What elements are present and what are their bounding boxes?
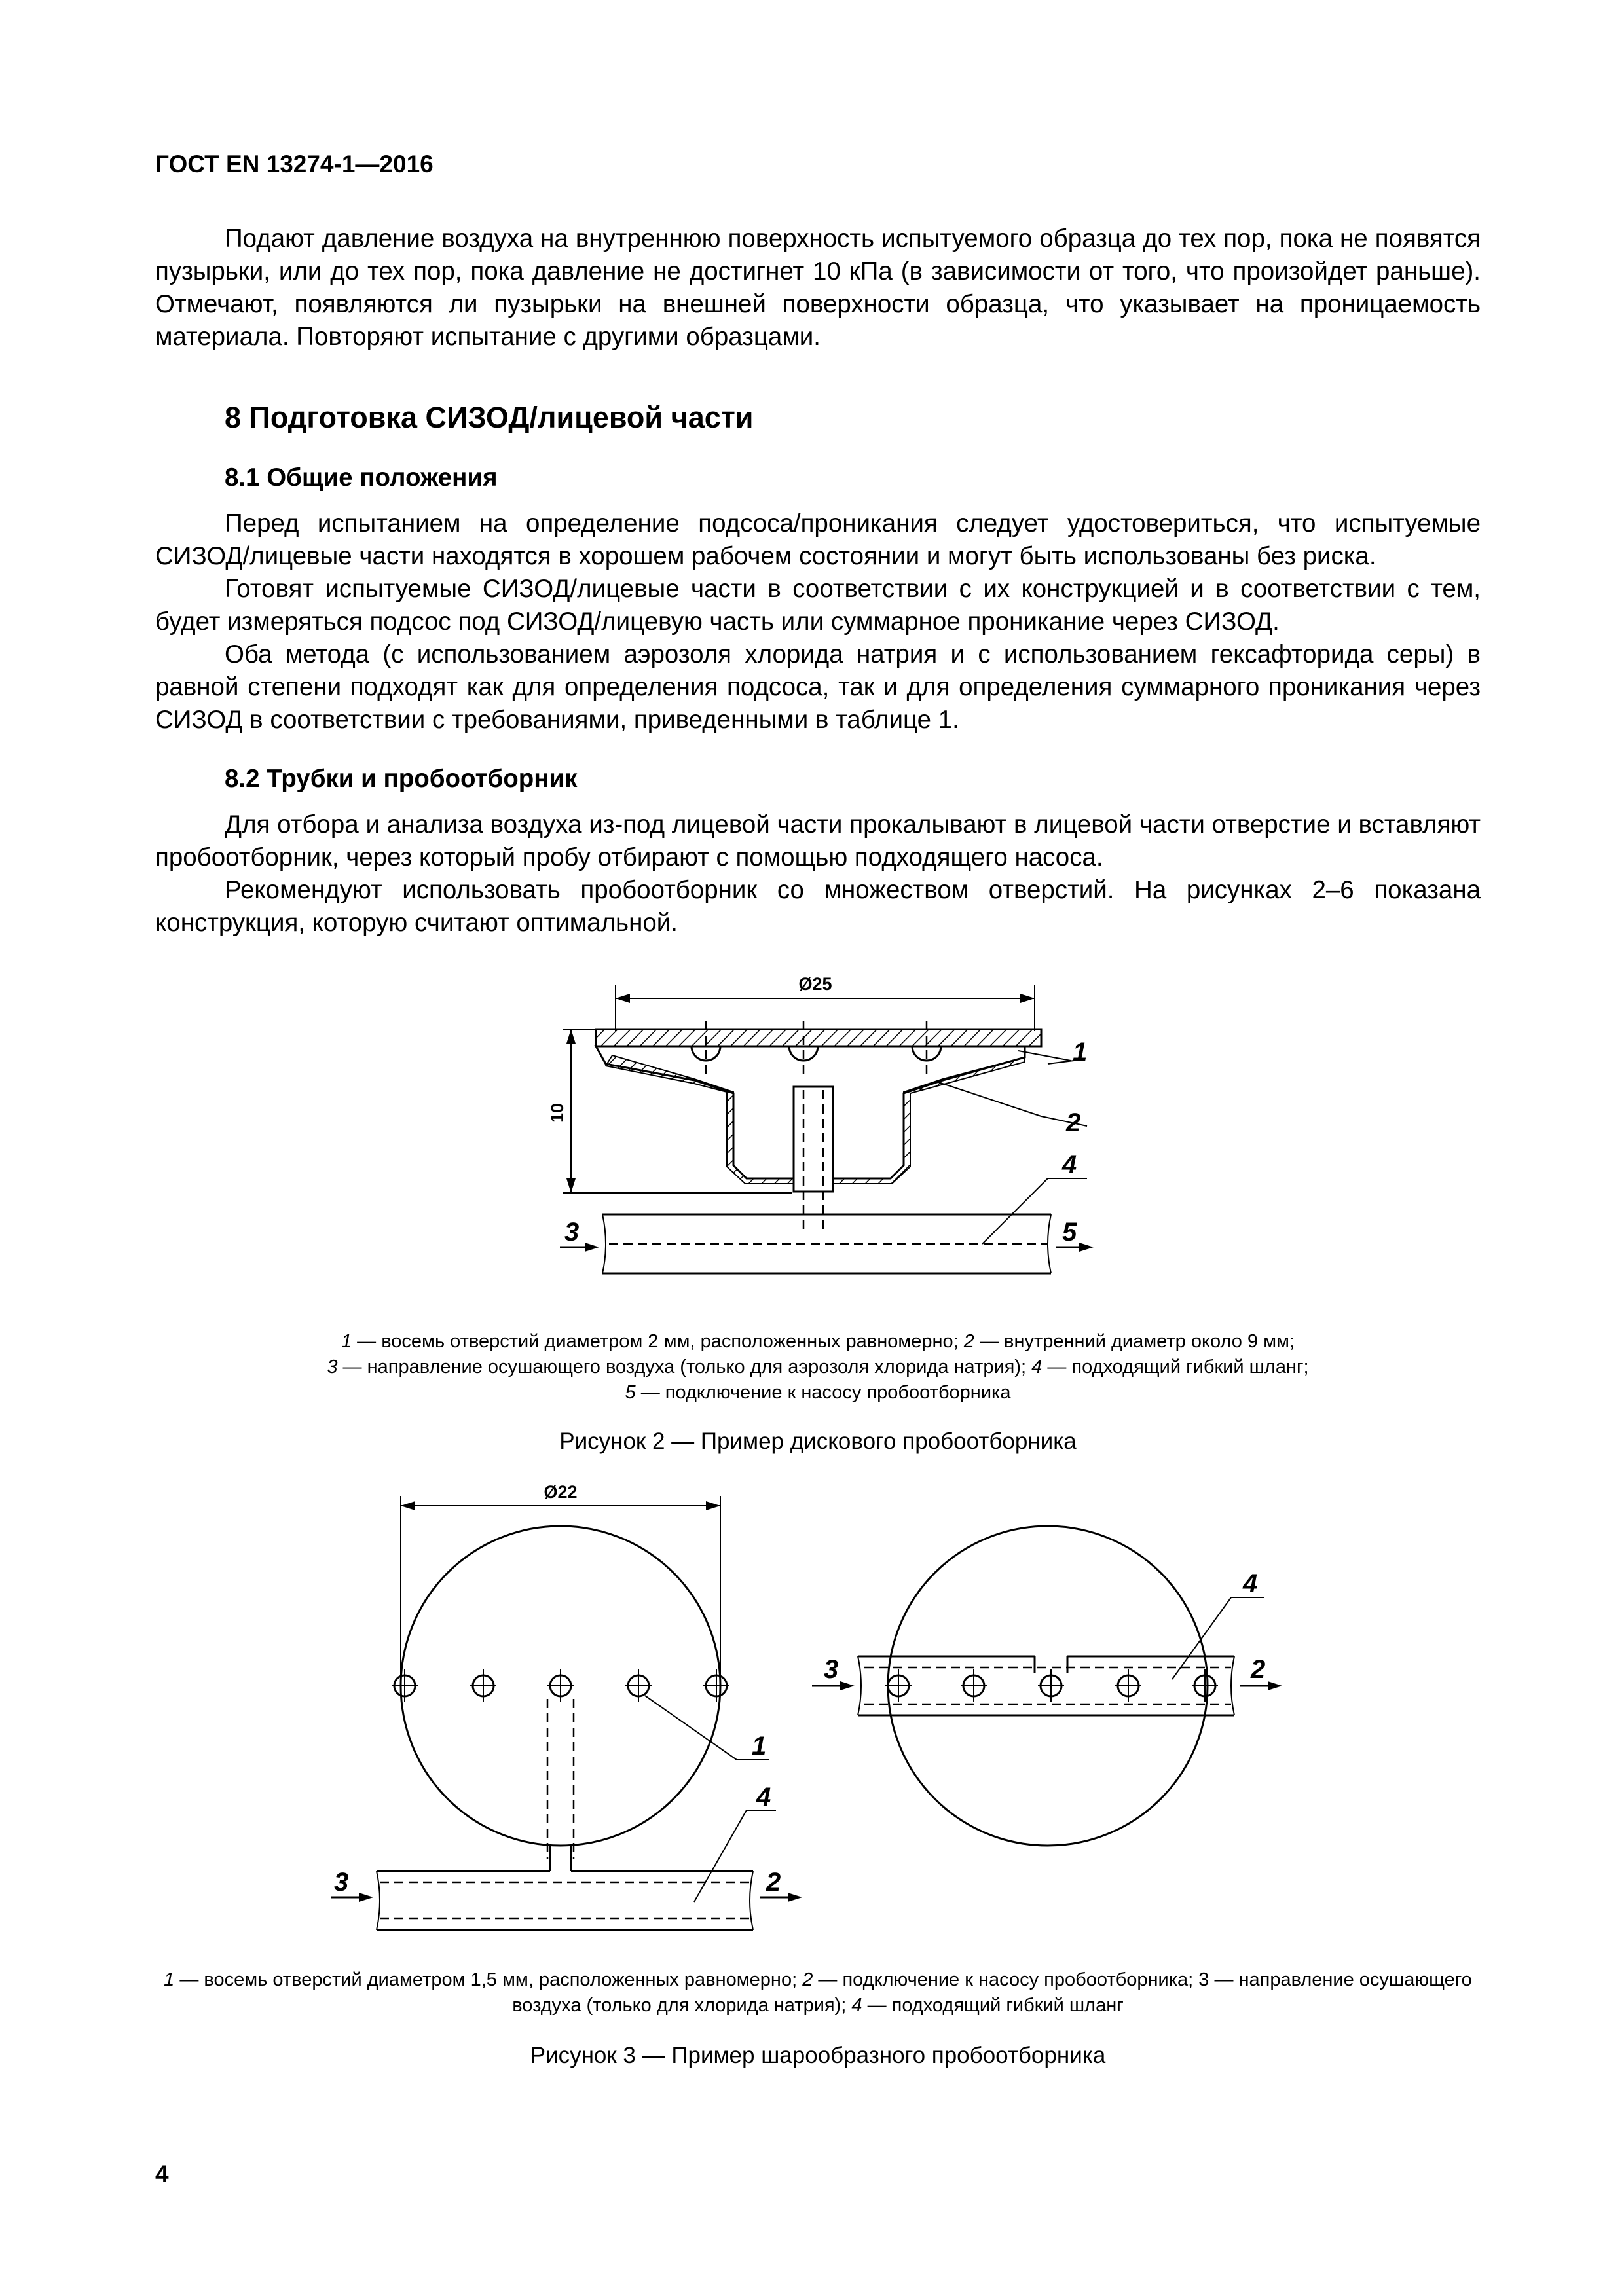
fig3-leader-1: [645, 1696, 737, 1760]
fig2-hose-break-left: [602, 1214, 606, 1273]
fig3-right-label-3: 3: [824, 1655, 839, 1684]
fig3-left-label-2: 2: [766, 1868, 781, 1897]
fig2-leader-1-shelf: [1048, 1061, 1074, 1064]
fig2-dim-diameter-label: Ø25: [798, 974, 832, 994]
fig3-right-label-2: 2: [1251, 1655, 1266, 1684]
fig2-legend-num: 1: [341, 1331, 352, 1352]
fig2-disc-plate: [596, 1029, 1041, 1046]
fig3-arrow-2-head: [788, 1893, 802, 1902]
section-8-2-paragraph-1: Для отбора и анализа воздуха из-под лицевой части прокалывают в лицевой части отверстие и вставляют пробоотборник, через который пробу отбирают с помощью подходящего насоса.: [155, 811, 1481, 871]
fig2-leader-2: [936, 1082, 1041, 1116]
page-number: 4: [155, 2160, 169, 2187]
section-8-1-paragraph-2: Готовят испытуемые СИЗОД/лицевые части в соответствии с их конструкцией и в соответствии с тем, будет измеряться подсос под СИЗОД/лицевую часть или суммарное проникание через СИЗОД.: [155, 575, 1481, 636]
fig3-hose-break-left: [377, 1871, 380, 1930]
fig3-left-label-4: 4: [756, 1783, 771, 1812]
fig2-legend-text: — внутренний диаметр около 9 мм;: [974, 1331, 1295, 1352]
fig3-right-arrow-3-head: [840, 1681, 855, 1690]
fig2-legend-num: 4: [1031, 1357, 1043, 1377]
fig2-label-2: 2: [1066, 1108, 1081, 1137]
fig3-hose-break-right: [750, 1871, 753, 1930]
fig2-label-4: 4: [1062, 1150, 1077, 1179]
fig3-arrow-3-head: [359, 1893, 373, 1902]
figure-2-drawing: [547, 974, 1094, 1273]
fig2-arrow-3-head: [585, 1243, 599, 1252]
fig2-leader-1: [1018, 1051, 1071, 1061]
figure-3-legend: [155, 1967, 1481, 2018]
fig3-right-hose-break-left: [858, 1656, 861, 1715]
fig2-dim-arrow-bottom: [566, 1178, 576, 1193]
figure-2-legend: [155, 1329, 1481, 1406]
fig3-right-label-4: 4: [1243, 1569, 1258, 1598]
fig3-legend-num: 2: [802, 1969, 813, 1990]
fig3-left-holes: [392, 1669, 729, 1702]
fig2-legend-num: 2: [963, 1331, 974, 1352]
fig2-leader-4: [982, 1178, 1048, 1244]
fig3-legend-text: — подходящий гибкий шланг: [862, 1995, 1124, 2016]
fig2-legend-num: 3: [327, 1357, 338, 1377]
fig3-leader-4: [694, 1810, 747, 1902]
section-8-1-paragraph-1: Перед испытанием на определение подсоса/проникания следует удостовериться, что испытуемые СИЗОД/лицевые части находятся в хорошем рабочем состоянии и могут быть использованы без риска.: [155, 509, 1481, 570]
fig3-right-holes: [885, 1669, 1218, 1702]
fig2-arrow-5-head: [1079, 1243, 1094, 1252]
fig2-label-3: 3: [564, 1218, 580, 1247]
fig2-inner-tube: [794, 1087, 833, 1192]
fig2-legend-text: — направление осушающего воздуха (только для аэрозоля хлорида натрия);: [337, 1357, 1032, 1377]
intro-paragraph: Подают давление воздуха на внутреннюю поверхность испытуемого образца до тех пор, пока не появятся пузырьки, или до тех пор, пока давление не достигнет 10 кПа (в зависимости от того, что произойдет раньше). Отмечают, появляются ли пузырьки на внешней поверхности образца, что указывает на проницаемость материала. Повторяют испытание с другими образцами.: [155, 225, 1481, 351]
fig2-dim-arrow-right: [1020, 994, 1035, 1003]
fig3-left-label-3: 3: [334, 1868, 349, 1897]
fig3-dim-diameter-label: Ø22: [544, 1482, 578, 1502]
fig3-dim-arrow-right: [706, 1501, 720, 1510]
figure-2-title: Рисунок 2 — Пример дискового пробоотборника: [559, 1429, 1077, 1454]
fig2-legend-text: — подключение к насосу пробоотборника: [635, 1382, 1011, 1403]
fig3-legend-num: 4: [851, 1995, 862, 2016]
fig2-dim-height-label: 10: [547, 1102, 567, 1123]
figure-3-drawing-left: [331, 1482, 802, 1930]
section-8-1-title: 8.1 Общие положения: [225, 464, 498, 492]
fig2-label-5: 5: [1062, 1218, 1077, 1247]
fig2-dim-arrow-left: [616, 994, 630, 1003]
figure-3-title: Рисунок 3 — Пример шарообразного пробоотборника: [530, 2043, 1106, 2068]
section-8-2-title: 8.2 Трубки и пробоотборник: [225, 765, 578, 793]
fig2-legend-text: — подходящий гибкий шланг;: [1042, 1357, 1309, 1377]
fig3-left-label-1: 1: [752, 1732, 767, 1760]
fig2-hose-break-right: [1048, 1214, 1051, 1273]
document-code: ГОСТ EN 13274-1—2016: [155, 151, 434, 177]
fig3-legend-num: 1: [164, 1969, 175, 1990]
fig3-right-hose-break-right: [1231, 1656, 1234, 1715]
fig3-legend-text: — восемь отверстий диаметром 1,5 мм, расположенных равномерно;: [174, 1969, 803, 1990]
fig3-dim-arrow-left: [401, 1501, 415, 1510]
fig2-label-1: 1: [1073, 1038, 1088, 1066]
fig2-dim-arrow-top: [566, 1029, 576, 1044]
section-8-title: 8 Подготовка СИЗОД/лицевой части: [225, 401, 754, 434]
fig3-legend-text: — подключение к насосу пробоотборника; 3 — направление осушающего воздуха (только для хлорида натрия);: [512, 1969, 1472, 2016]
fig2-legend-num: 5: [625, 1382, 636, 1403]
fig2-legend-text: — восемь отверстий диаметром 2 мм, расположенных равномерно;: [352, 1331, 964, 1352]
fig3-right-arrow-2-head: [1268, 1681, 1282, 1690]
section-8-2-paragraph-2: Рекомендуют использовать пробоотборник со множеством отверстий. На рисунках 2–6 показана конструкция, которую считают оптимальной.: [155, 876, 1481, 937]
section-8-1-paragraph-3: Оба метода (с использованием аэрозоля хлорида натрия и с использованием гексафторида серы) в равной степени подходят как для определения подсоса, так и для определения суммарного проникания через СИЗОД в соответствии с требованиями, приведенными в таблице 1.: [155, 640, 1481, 734]
figure-3-drawing-right: [812, 1526, 1282, 1846]
